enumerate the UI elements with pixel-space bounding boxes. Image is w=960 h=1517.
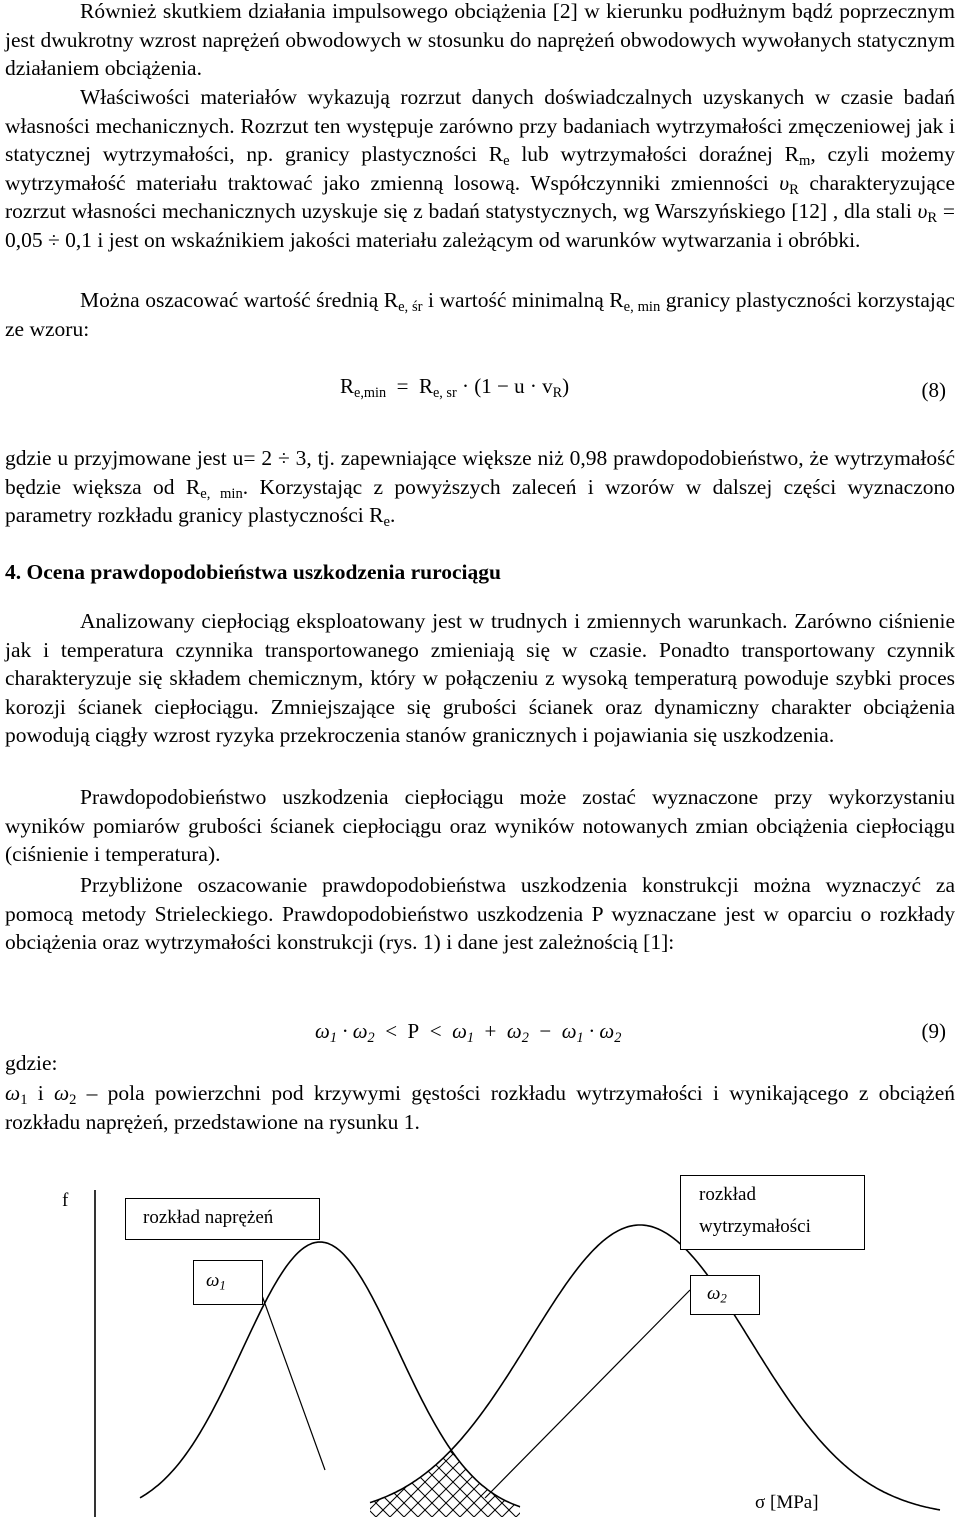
hatch-line	[222, 1317, 422, 1517]
hatch-line	[502, 1317, 702, 1517]
equation-9-number: (9)	[921, 1019, 946, 1043]
omega2-label-box: $\omega_2$	[690, 1275, 760, 1315]
hatch-line	[0, 1317, 180, 1517]
hatch-line	[0, 1317, 194, 1517]
hatch-line	[572, 1317, 772, 1517]
stress-distribution-box: rozkład naprężeń	[125, 1198, 320, 1240]
omega2-pointer	[485, 1290, 690, 1498]
hatch-line	[880, 1317, 960, 1517]
hatch-line	[684, 1317, 884, 1517]
hatch-line	[0, 1317, 110, 1517]
hatch-line	[274, 1317, 474, 1517]
hatch-line	[92, 1317, 292, 1517]
hatch-line	[866, 1317, 960, 1517]
hatch-line	[194, 1317, 394, 1517]
equation-8: $R_{e,min} = R_{e, sr} \cdot (1 - u \cdot v_R)$	[340, 374, 570, 401]
paragraph-material-scatter: Właściwości materiałów wykazują rozrzut danych doświadczalnych uzyskanych w czasie badań własności mechanicznych. Rozrzut ten występuje zarówno przy badaniach wytrzymałości zmęczeniowej jak i statycznej wytrzymałości, np. granicy plastyczności $R_e$ lub wytrzymałości doraźnej $R_m$, czyli możemy wytrzymałość materiału traktować jako zmienną losową. Współczynniki zmienności $\upsilon_R$ charakteryzujące rozrzut własności mechanicznych uzyskuje się z badań statystycznych, wg Warszyńskiego [12] , dla stali $\upsilon_R = 0,05 \div 0,1$ i jest on wskaźnikiem jakości materiału zależącym od warunków wytwarzania i obróbki.	[5, 85, 955, 252]
hatch-line	[82, 1317, 282, 1517]
hatch-line	[148, 1317, 348, 1517]
hatch-line	[232, 1317, 432, 1517]
hatch-line	[628, 1317, 828, 1517]
hatch-line	[460, 1317, 660, 1517]
hatch-line	[54, 1317, 254, 1517]
paragraph-parameters: gdzie u przyjmowane jest u= 2 ÷ 3, tj. zapewniające większe niż 0,98 prawdopodobieństwo, że wytrzymałość będzie większa od $R_{e, min}$. Korzystając z powyższych zaleceń i wzorów w dalszej części wyznaczono parametry rozkładu granicy plastyczności $R_e$.	[5, 446, 955, 531]
hatch-line	[0, 1317, 82, 1517]
hatch-line	[554, 1317, 754, 1517]
hatch-line	[0, 1317, 54, 1517]
hatch-line	[0, 1317, 128, 1517]
hatch-line	[484, 1317, 684, 1517]
hatch-line	[0, 1317, 68, 1517]
hatch-line	[470, 1317, 670, 1517]
hatch-line	[40, 1317, 240, 1517]
y-axis-label: f	[62, 1190, 69, 1211]
hatch-line	[96, 1317, 296, 1517]
hatch-line	[852, 1317, 960, 1517]
x-axis-label: σ [MPa]	[755, 1492, 819, 1513]
hatch-line	[50, 1317, 250, 1517]
paragraph-probability: Prawdopodobieństwo uszkodzenia ciepłociągu może zostać wyznaczone przy wykorzystaniu wyników pomiarów grubości ścianek ciepłociągu oraz wyników notowanych zmian obciążenia ciepłociągu (ciśnienie i temperatura).	[5, 785, 955, 867]
hatch-line	[712, 1317, 912, 1517]
strength-distribution-box: rozkład wytrzymałości	[680, 1175, 865, 1250]
hatch-line	[0, 1317, 152, 1517]
hatch-line	[124, 1317, 324, 1517]
paragraph-estimate-formula: Można oszacować wartość średnią $R_{e, śr}$ i wartość minimalną $R_{e, min}$ granicy plastyczności korzystając ze wzoru:	[5, 288, 955, 341]
hatch-line	[526, 1317, 726, 1517]
hatch-line	[796, 1317, 960, 1517]
hatch-line	[456, 1317, 656, 1517]
hatch-line	[0, 1317, 138, 1517]
hatch-line	[64, 1317, 264, 1517]
hatch-line	[166, 1317, 366, 1517]
hatch-line	[260, 1317, 460, 1517]
paragraph-impulse-load: Również skutkiem działania impulsowego obciążenia [2] w kierunku podłużnym bądź poprzecznym jest dwukrotny wzrost naprężeń obwodowych w stosunku do naprężeń obwodowych wywołanych statycznym działaniem obciążenia.	[5, 0, 955, 81]
hatch-line	[190, 1317, 390, 1517]
hatch-line	[642, 1317, 842, 1517]
hatch-line	[0, 1317, 198, 1517]
hatch-line	[652, 1317, 852, 1517]
hatch-line	[600, 1317, 800, 1517]
hatch-line	[726, 1317, 926, 1517]
paragraph-conditions: Analizowany ciepłociąg eksploatowany jest w trudnych i zmiennych warunkach. Zarówno ciśnienie jak i temperatura czynnika transportowanego zmieniają się w czasie. Ponadto transportowany czynnik charakteryzuje się składem chemicznym, który w połączeniu z wysoką temperaturą powoduje szybki proces korozji ścianek ciepłociągu. Zmniejszające się grubości ścianek oraz dynamiczny charakter obciążenia powodują ciągły wzrost ryzyka przekroczenia stanów granicznych i pojawiania się uszkodzenia.	[5, 609, 955, 748]
hatch-line	[768, 1317, 960, 1517]
equation-9: $\omega_1 \cdot \omega_2 < P < \omega_1 + \omega_2 - \omega_1 \cdot \omega_2$	[315, 1019, 622, 1046]
hatch-line	[432, 1317, 632, 1517]
hatch-line	[740, 1317, 940, 1517]
hatch-line	[488, 1317, 688, 1517]
hatch-line	[68, 1317, 268, 1517]
paragraph-strielecki: Przybliżone oszacowanie prawdopodobieństwa uszkodzenia konstrukcji można wyznaczyć za pomocą metody Strieleckiego. Prawdopodobieństwo uszkodzenia P wyznaczane jest w oparciu o rozkłady obciążenia oraz wytrzymałości konstrukcji (rys. 1) i dane jest zależnością [1]:	[5, 873, 955, 955]
hatch-line	[656, 1317, 856, 1517]
hatch-line	[670, 1317, 870, 1517]
hatch-line	[498, 1317, 698, 1517]
omega1-pointer	[260, 1290, 325, 1470]
hatch-line	[404, 1317, 604, 1517]
hatch-line	[176, 1317, 376, 1517]
hatch-line	[680, 1317, 880, 1517]
hatch-line	[754, 1317, 954, 1517]
hatch-line	[698, 1317, 898, 1517]
hatch-line	[838, 1317, 960, 1517]
hatch-line	[474, 1317, 674, 1517]
hatch-line	[0, 1317, 170, 1517]
hatch-line	[8, 1317, 208, 1517]
section-heading: 4. Ocena prawdopodobieństwa uszkodzenia rurociągu	[5, 560, 501, 584]
hatch-line	[78, 1317, 278, 1517]
strength-distribution-curve	[370, 1225, 940, 1510]
hatch-line	[782, 1317, 960, 1517]
hatch-line	[638, 1317, 838, 1517]
hatch-line	[810, 1317, 960, 1517]
hatch-line	[582, 1317, 782, 1517]
hatch-line	[530, 1317, 730, 1517]
hatch-line	[614, 1317, 814, 1517]
hatch-line	[0, 1317, 40, 1517]
hatch-line	[12, 1317, 212, 1517]
hatch-line	[138, 1317, 338, 1517]
overlap-hatch	[0, 1317, 960, 1517]
hatch-line	[0, 1317, 26, 1517]
hatch-line	[894, 1317, 960, 1517]
equation-8-number: (8)	[921, 378, 946, 402]
omega1-label-box: $\omega_1$	[193, 1260, 263, 1305]
hatch-line	[0, 1317, 100, 1517]
hatch-line	[558, 1317, 758, 1517]
hatch-line	[0, 1317, 124, 1517]
hatch-line	[0, 1317, 12, 1517]
hatch-line	[0, 1317, 96, 1517]
hatch-line	[134, 1317, 334, 1517]
hatch-line	[106, 1317, 306, 1517]
hatch-line	[418, 1317, 618, 1517]
hatch-line	[0, 1317, 156, 1517]
hatch-line	[0, 1317, 114, 1517]
hatch-line	[22, 1317, 222, 1517]
hatch-line	[26, 1317, 226, 1517]
hatch-line	[586, 1317, 786, 1517]
hatch-line	[0, 1317, 142, 1517]
hatch-line	[218, 1317, 418, 1517]
hatch-line	[390, 1317, 590, 1517]
hatch-line	[162, 1317, 362, 1517]
hatch-line	[544, 1317, 744, 1517]
hatch-line	[694, 1317, 894, 1517]
hatch-line	[624, 1317, 824, 1517]
hatch-line	[446, 1317, 646, 1517]
hatch-line	[204, 1317, 404, 1517]
hatch-line	[666, 1317, 866, 1517]
hatch-line	[596, 1317, 796, 1517]
hatch-line	[516, 1317, 716, 1517]
paragraph-omega-definition: $\omega_1$ i $\omega_2$ – pola powierzchni pod krzywymi gęstości rozkładu wytrzymałości i wynikającego z obciążeń rozkładu naprężeń, przedstawione na rysunku 1.	[5, 1081, 955, 1134]
hatch-line	[512, 1317, 712, 1517]
hatch-line	[0, 1317, 166, 1517]
where-label: gdzie:	[5, 1051, 58, 1075]
hatch-line	[208, 1317, 408, 1517]
hatch-line	[302, 1317, 502, 1517]
hatch-line	[288, 1317, 488, 1517]
hatch-line	[120, 1317, 320, 1517]
hatch-line	[36, 1317, 236, 1517]
hatch-line	[568, 1317, 768, 1517]
hatch-line	[610, 1317, 810, 1517]
hatch-line	[824, 1317, 960, 1517]
hatch-line	[246, 1317, 446, 1517]
hatch-line	[152, 1317, 352, 1517]
hatch-line	[540, 1317, 740, 1517]
